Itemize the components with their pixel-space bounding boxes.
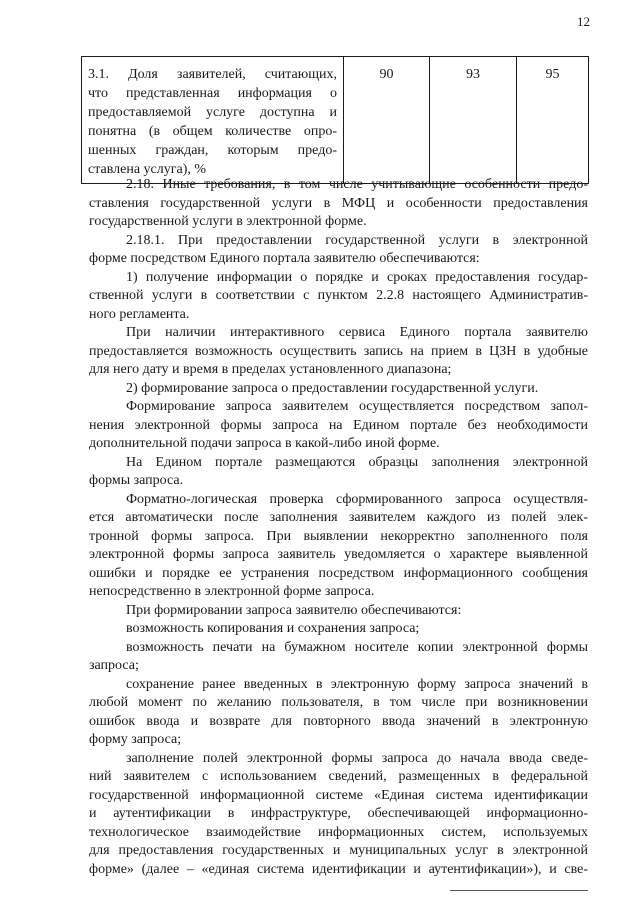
text-line: формы запроса. — [89, 473, 184, 488]
text-line: сохранение ранее введенных в электронную форму запроса значений в — [126, 676, 588, 692]
indicators-table — [81, 56, 589, 184]
text-line: При наличии интерактивного сервиса Единого портала заявителю — [126, 325, 588, 340]
text-line: ставления государственной услуги в МФЦ и особенности предоставления — [89, 195, 588, 211]
text-line: форму запроса; — [89, 732, 182, 747]
text-line: и аутентификации в инфраструктуре, обеспечивающей информационно- — [89, 806, 588, 821]
indicator-description-line: понятна (в общем количестве опро- — [88, 124, 337, 139]
text-line: ного регламента. — [89, 306, 190, 322]
indicator-description-line: 3.1. Доля заявителей, считающих, — [88, 67, 337, 82]
indicator-description-line: шенных граждан, которым предо- — [88, 143, 337, 158]
indicator-value-cell: 93 — [430, 57, 517, 184]
text-line: ошибки и порядке ее устранения посредством информационного сообщения — [89, 565, 588, 581]
text-line: 1) получение информации о порядке и сроках предоставления государ- — [126, 269, 588, 285]
text-line: Формирование запроса заявителем осуществляется посредством запол- — [126, 399, 588, 414]
indicator-description — [82, 57, 344, 184]
indicator-description-line: предоставляемой услуге доступна и — [88, 105, 337, 120]
body-text — [89, 176, 588, 879]
text-line: заполнение полей электронной формы запроса до начала ввода сведе- — [126, 750, 588, 766]
indicator-value-cell: 95 — [517, 57, 589, 184]
text-line: При формировании запроса заявителю обеспечиваются: — [126, 602, 462, 618]
text-line: технологическое взаимодействие информационных систем, используемых — [89, 824, 588, 840]
text-line: возможность печати на бумажном носителе копии электронной формы — [126, 639, 588, 655]
page-number: 12 — [577, 14, 590, 29]
text-line: ственной услуги в соответствии с пунктом 2.2.8 настоящего Административ- — [89, 288, 588, 303]
indicator-description-line: что представленная информация о — [88, 86, 337, 101]
text-line: для предоставления государственных и муниципальных услуг в электронной — [89, 843, 588, 858]
indicator-description-line: ставлена услуга), % — [88, 162, 207, 177]
text-line: для него дату и время в пределах установленного диапазона; — [89, 362, 452, 377]
text-line: государственной информационной системе «Единая система идентификации — [89, 787, 588, 803]
text-line: тронной формы запроса. При выявлении некорректно заполненного поля — [89, 528, 588, 544]
text-line: форме» (далее – «единая система идентификации и аутентификации»), и све- — [89, 861, 588, 877]
text-line: электронной формы запроса заявитель уведомляется о характере выявленной — [89, 547, 588, 562]
text-line: ошибок ввода и возврате для повторного ввода значений в электронную — [89, 713, 588, 729]
table-row — [82, 57, 589, 184]
text-line: форме посредством Единого портала заявителю обеспечиваются: — [89, 251, 480, 266]
indicator-value-cell: 90 — [344, 57, 430, 184]
text-line: возможность копирования и сохранения запроса; — [126, 621, 420, 636]
text-line: На Едином портале размещаются образцы заполнения электронной — [126, 454, 588, 470]
text-line: нения электронной формы запроса на Едином портале без необходимости — [89, 417, 588, 433]
text-line: любой момент по желанию пользователя, в том числе при возникновении — [89, 695, 588, 710]
text-line: ется автоматически после заполнения заявителем каждого из полей элек- — [89, 510, 588, 525]
text-line: 2.18. Иные требования, в том числе учитывающие особенности предо- — [126, 177, 588, 192]
text-line: Форматно-логическая проверка сформированного запроса осуществля- — [126, 491, 588, 507]
text-line: предоставляется возможность осуществить запись на прием в ЦЗН в удобные — [89, 343, 588, 359]
text-line: государственной услуги в электронной форме. — [89, 214, 367, 229]
text-line: 2) формирование запроса о предоставлении государственной услуги. — [126, 380, 539, 396]
footer-divider — [450, 890, 588, 891]
text-line: ний заявителем с использованием сведений, размещенных в федеральной — [89, 769, 588, 784]
text-line: запроса; — [89, 658, 139, 673]
text-line: 2.18.1. При предоставлении государственной услуги в электронной — [126, 232, 588, 248]
text-line: дополнительной подачи запроса в какой-либо иной форме. — [89, 436, 440, 451]
text-line: непосредственно в электронной форме запроса. — [89, 584, 375, 599]
